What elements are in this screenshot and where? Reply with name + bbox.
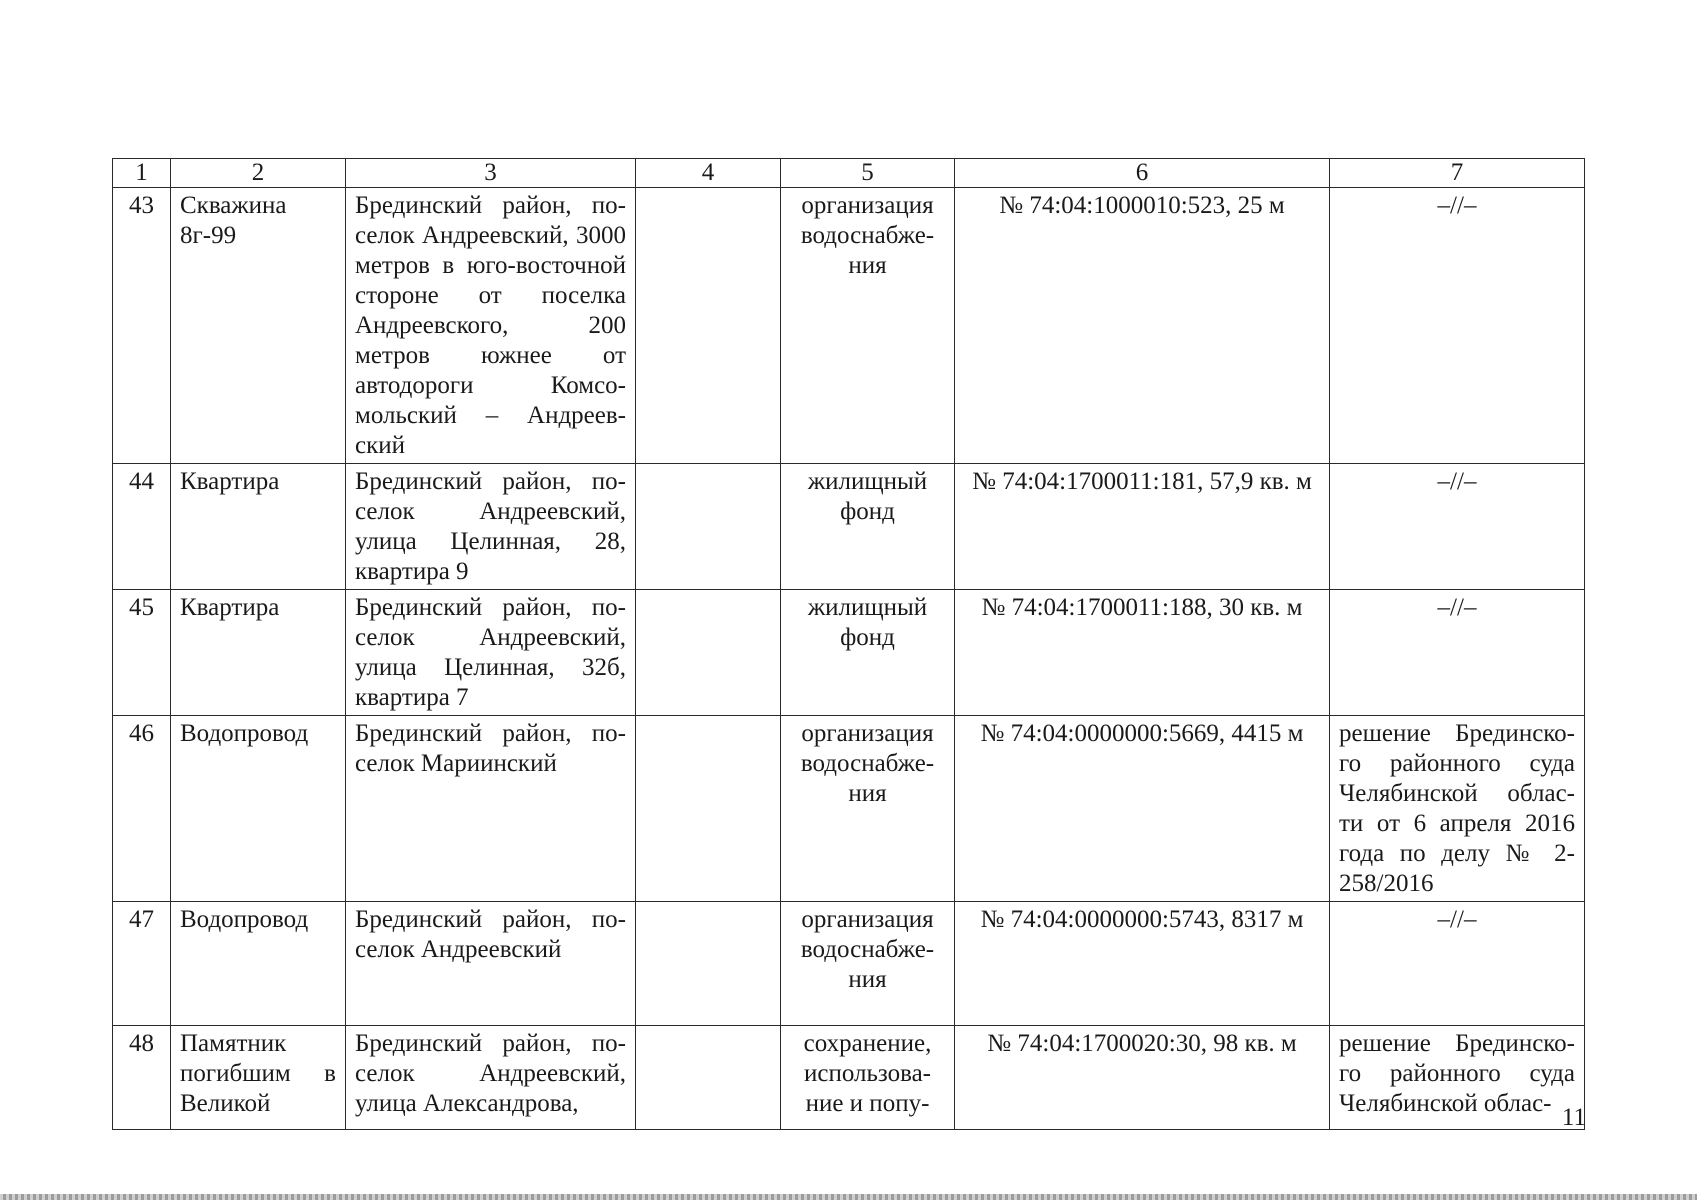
cadastral-number: № 74:04:1700011:188, 30 кв. м bbox=[955, 590, 1330, 716]
object-name: Памятник погибшим в Великой bbox=[171, 1026, 346, 1130]
ownership-basis: –//– bbox=[1330, 590, 1585, 716]
column-header: 5 bbox=[781, 159, 955, 188]
object-name: Квартира bbox=[171, 464, 346, 590]
object-name: Водопровод bbox=[171, 902, 346, 1026]
cadastral-number: № 74:04:0000000:5743, 8317 м bbox=[955, 902, 1330, 1026]
object-address: Брединский район, по-селок Андреевский, улица Целинная, 28, квартира 9 bbox=[346, 464, 636, 590]
column-4-cell bbox=[636, 716, 781, 902]
row-number: 48 bbox=[113, 1026, 171, 1130]
column-header: 3 bbox=[346, 159, 636, 188]
cadastral-number: № 74:04:1000010:523, 25 м bbox=[955, 188, 1330, 464]
object-name: Водопровод bbox=[171, 716, 346, 902]
column-header: 2 bbox=[171, 159, 346, 188]
table-row bbox=[113, 590, 1585, 716]
object-purpose: жилищный фонд bbox=[781, 590, 955, 716]
object-address: Брединский район, по-селок Андреевский bbox=[346, 902, 636, 1026]
cadastral-number: № 74:04:0000000:5669, 4415 м bbox=[955, 716, 1330, 902]
scan-border-strip bbox=[0, 1194, 1697, 1200]
object-purpose: сохранение, использова-ние и попу- bbox=[781, 1026, 955, 1130]
object-purpose: жилищный фонд bbox=[781, 464, 955, 590]
page-number: 11 bbox=[1561, 1104, 1586, 1131]
object-address: Брединский район, по-селок Андреевский, улица Целинная, 32б, квартира 7 bbox=[346, 590, 636, 716]
object-purpose: организация водоснабже-ния bbox=[781, 716, 955, 902]
row-number: 45 bbox=[113, 590, 171, 716]
table-row bbox=[113, 464, 1585, 590]
row-number: 46 bbox=[113, 716, 171, 902]
ownership-basis: решение Брединско-го районного суда Челябинской облас- bbox=[1330, 1026, 1585, 1130]
row-number: 44 bbox=[113, 464, 171, 590]
ownership-basis: –//– bbox=[1330, 902, 1585, 1026]
object-address: Брединский район, по-селок Мариинский bbox=[346, 716, 636, 902]
column-4-cell bbox=[636, 464, 781, 590]
ownership-basis: –//– bbox=[1330, 464, 1585, 590]
table-header-row bbox=[113, 159, 1585, 188]
column-header: 4 bbox=[636, 159, 781, 188]
column-4-cell bbox=[636, 590, 781, 716]
ownership-basis: решение Брединско-го районного суда Челябинской облас-ти от 6 апреля 2016 года по делу № 2-258/2016 bbox=[1330, 716, 1585, 902]
object-purpose: организация водоснабже-ния bbox=[781, 188, 955, 464]
column-4-cell bbox=[636, 188, 781, 464]
table-row bbox=[113, 188, 1585, 464]
table-row bbox=[113, 716, 1585, 902]
object-purpose: организация водоснабже-ния bbox=[781, 902, 955, 1026]
column-header: 6 bbox=[955, 159, 1330, 188]
cadastral-number: № 74:04:1700011:181, 57,9 кв. м bbox=[955, 464, 1330, 590]
object-address: Брединский район, по-селок Андреевский, 3000 метров в юго-восточной стороне от поселка Андреевского, 200 метров южнее от автодороги Комсо-мольский – Андреев-ский bbox=[346, 188, 636, 464]
column-header: 7 bbox=[1330, 159, 1585, 188]
column-4-cell bbox=[636, 902, 781, 1026]
column-4-cell bbox=[636, 1026, 781, 1130]
row-number: 47 bbox=[113, 902, 171, 1026]
cadastral-number: № 74:04:1700020:30, 98 кв. м bbox=[955, 1026, 1330, 1130]
object-name: Квартира bbox=[171, 590, 346, 716]
object-address: Брединский район, по-селок Андреевский, улица Александрова, bbox=[346, 1026, 636, 1130]
property-registry-table bbox=[112, 158, 1585, 1130]
table-row bbox=[113, 1026, 1585, 1130]
table-row bbox=[113, 902, 1585, 1026]
column-header: 1 bbox=[113, 159, 171, 188]
row-number: 43 bbox=[113, 188, 171, 464]
ownership-basis: –//– bbox=[1330, 188, 1585, 464]
object-name: Скважина 8г-99 bbox=[171, 188, 346, 464]
